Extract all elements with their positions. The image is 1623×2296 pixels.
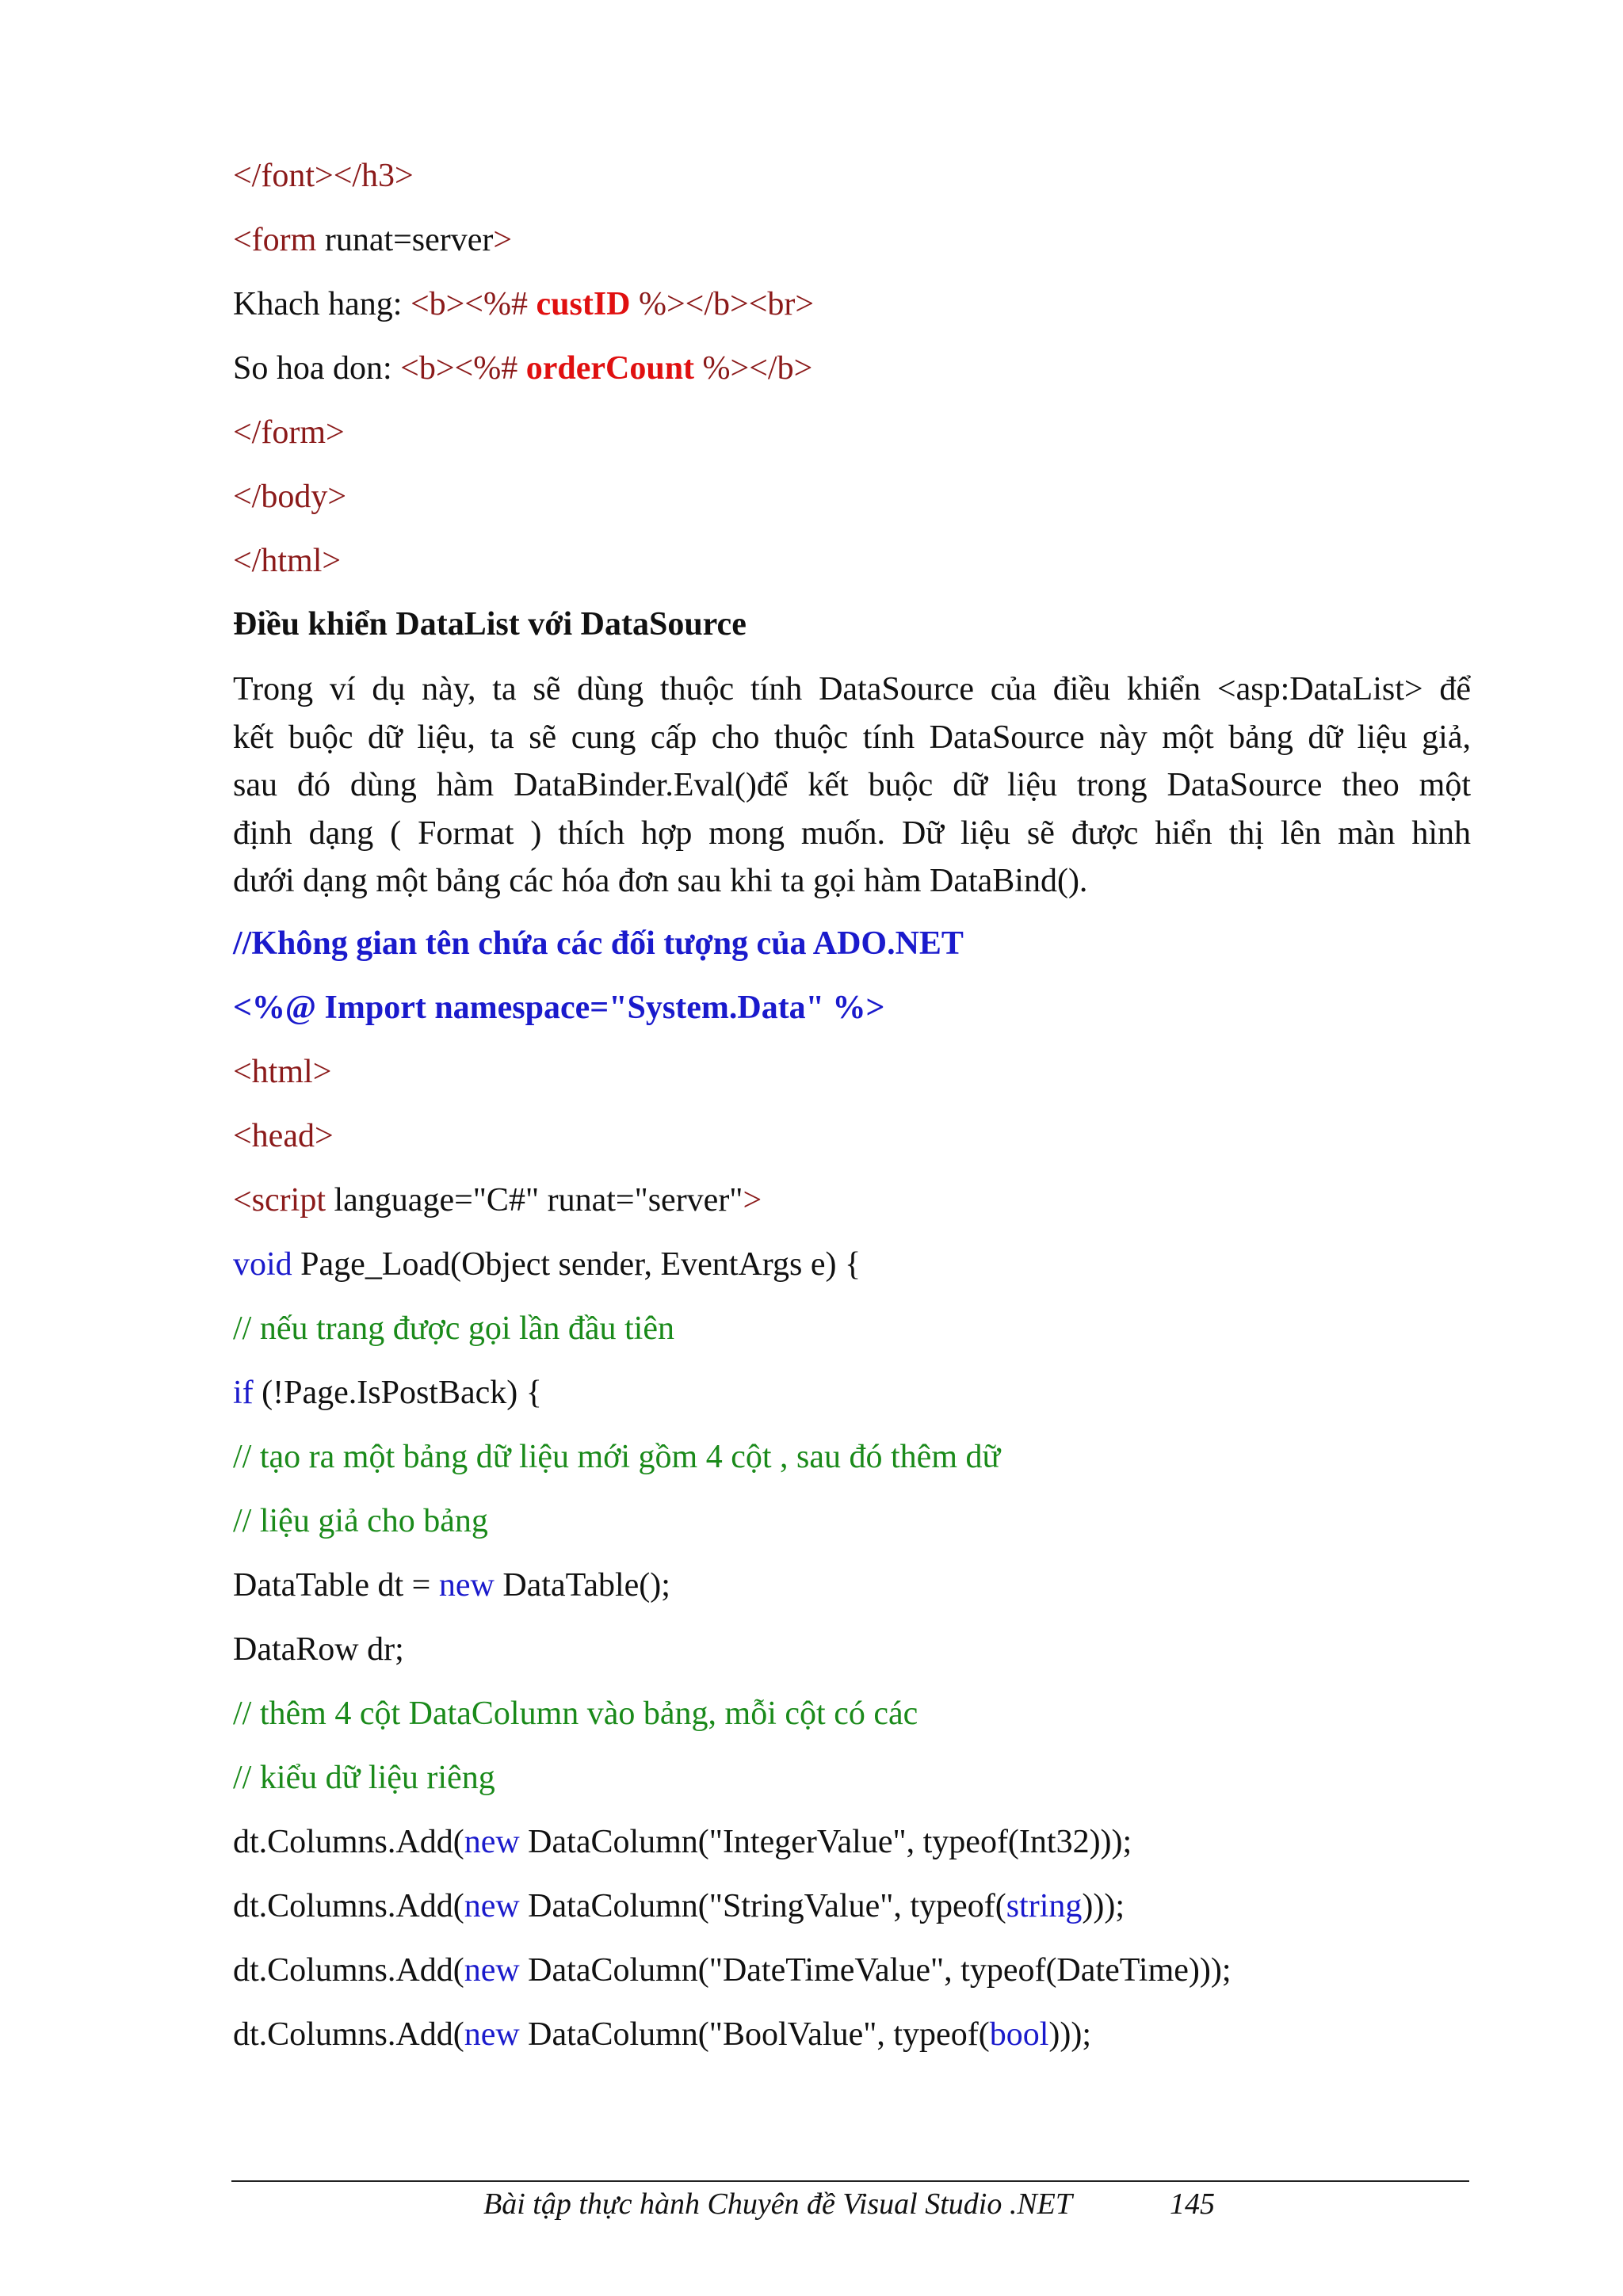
code-text: DataTable dt = bbox=[233, 1567, 439, 1604]
code-comment: // thêm 4 cột DataColumn vào bảng, mỗi cột có các bbox=[233, 1695, 918, 1732]
code-text: DataTable(); bbox=[494, 1567, 670, 1604]
code-text: ))); bbox=[1048, 2016, 1091, 2053]
paragraph-line: kết buộc dữ liệu, ta sẽ cung cấp cho thuộc tính DataSource này một bảng dữ liệu giả, bbox=[233, 719, 1471, 756]
code-line-if bbox=[233, 1372, 542, 1413]
code-line-head-open: <head> bbox=[233, 1118, 334, 1154]
paragraph-line: dưới dạng một bảng các hóa đơn sau khi ta gọi hàm DataBind(). bbox=[233, 863, 1088, 899]
keyword: string bbox=[1006, 1888, 1083, 1924]
keyword: new bbox=[464, 1952, 520, 1989]
code-comment: // kiểu dữ liệu riêng bbox=[233, 1760, 495, 1796]
code-text: Page_Load(Object sender, EventArgs e) { bbox=[292, 1246, 861, 1283]
binding-open: <b><%# bbox=[410, 286, 528, 322]
code-line-datatable bbox=[233, 1565, 670, 1606]
keyword: void bbox=[233, 1246, 292, 1283]
code-text: DataColumn("StringValue", typeof( bbox=[519, 1888, 1006, 1924]
code-text: ))); bbox=[1082, 1888, 1125, 1924]
code-text: dt.Columns.Add( bbox=[233, 1888, 464, 1924]
code-text: DataColumn("BoolValue", typeof( bbox=[519, 2016, 990, 2053]
form-tag-close: > bbox=[493, 222, 513, 258]
page-number: 145 bbox=[1170, 2187, 1215, 2221]
code-text: dt.Columns.Add( bbox=[233, 2016, 464, 2053]
code-line-add-integer bbox=[233, 1821, 1132, 1863]
keyword: bool bbox=[989, 2016, 1049, 2053]
keyword: if bbox=[233, 1375, 254, 1411]
script-attrs: language="C#" runat="server" bbox=[326, 1182, 743, 1219]
footer-title: Bài tập thực hành Chuyên đề Visual Studio .NET bbox=[483, 2187, 1073, 2221]
binding-close: %></b> bbox=[702, 350, 813, 387]
label-text: So hoa don: bbox=[233, 350, 401, 387]
script-tag: <script bbox=[233, 1182, 326, 1219]
code-line-form-open bbox=[233, 219, 512, 261]
code-line-form-close: </form> bbox=[233, 414, 345, 451]
footer-divider bbox=[231, 2180, 1469, 2182]
code-line-namespace-comment: //Không gian tên chứa các đối tượng của ADO.NET bbox=[233, 925, 964, 962]
form-tag: <form bbox=[233, 222, 317, 258]
binding-open: <b><%# bbox=[400, 350, 518, 387]
code-text: </font></h3> bbox=[233, 158, 414, 194]
code-line-khach-hang bbox=[233, 284, 814, 325]
code-line-import: <%@ Import namespace="System.Data" %> bbox=[233, 990, 885, 1026]
code-line-close-font-h3 bbox=[233, 155, 414, 196]
code-line-script bbox=[233, 1180, 762, 1221]
code-line-add-string bbox=[233, 1886, 1125, 1927]
code-line-body-close: </body> bbox=[233, 479, 347, 515]
binding-close: %></b><br> bbox=[639, 286, 815, 322]
code-comment: // liệu giả cho bảng bbox=[233, 1503, 488, 1539]
label-text: Khach hang: bbox=[233, 286, 411, 322]
keyword: new bbox=[464, 1888, 520, 1924]
keyword: new bbox=[438, 1567, 495, 1604]
code-line-datarow: DataRow dr; bbox=[233, 1631, 404, 1668]
paragraph-line: Trong ví dụ này, ta sẽ dùng thuộc tính DataSource của điều khiển <asp:DataList> để bbox=[233, 671, 1471, 707]
keyword: new bbox=[464, 1824, 520, 1860]
code-text: dt.Columns.Add( bbox=[233, 1952, 464, 1989]
code-comment: // nếu trang được gọi lần đầu tiên bbox=[233, 1310, 674, 1347]
binding-var: orderCount bbox=[517, 350, 703, 387]
code-text: (!Page.IsPostBack) { bbox=[253, 1375, 542, 1411]
keyword: new bbox=[464, 2016, 520, 2053]
binding-var: custID bbox=[527, 286, 639, 322]
code-line-html-close: </html> bbox=[233, 543, 342, 579]
code-text: dt.Columns.Add( bbox=[233, 1824, 464, 1860]
code-line-page-load bbox=[233, 1244, 861, 1285]
script-tag-close: > bbox=[743, 1182, 762, 1219]
code-line-so-hoa-don bbox=[233, 348, 812, 389]
code-line-add-datetime bbox=[233, 1950, 1232, 1991]
body-paragraph bbox=[233, 666, 1471, 906]
code-comment: // tạo ra một bảng dữ liệu mới gồm 4 cột , sau đó thêm dữ bbox=[233, 1439, 1001, 1475]
code-line-add-bool bbox=[233, 2014, 1091, 2055]
section-heading: Điều khiển DataList với DataSource bbox=[233, 606, 747, 643]
code-text: DataColumn("IntegerValue", typeof(Int32))); bbox=[519, 1824, 1132, 1860]
paragraph-line: định dạng ( Format ) thích hợp mong muốn. Dữ liệu sẽ được hiển thị lên màn hình bbox=[233, 814, 1471, 852]
form-attrs: runat=server bbox=[316, 222, 494, 258]
code-line-html-open: <html> bbox=[233, 1054, 332, 1090]
paragraph-line: sau đó dùng hàm DataBinder.Eval()để kết buộc dữ liệu trong DataSource theo một bbox=[233, 767, 1471, 803]
code-text: DataColumn("DateTimeValue", typeof(DateTime))); bbox=[519, 1952, 1232, 1989]
